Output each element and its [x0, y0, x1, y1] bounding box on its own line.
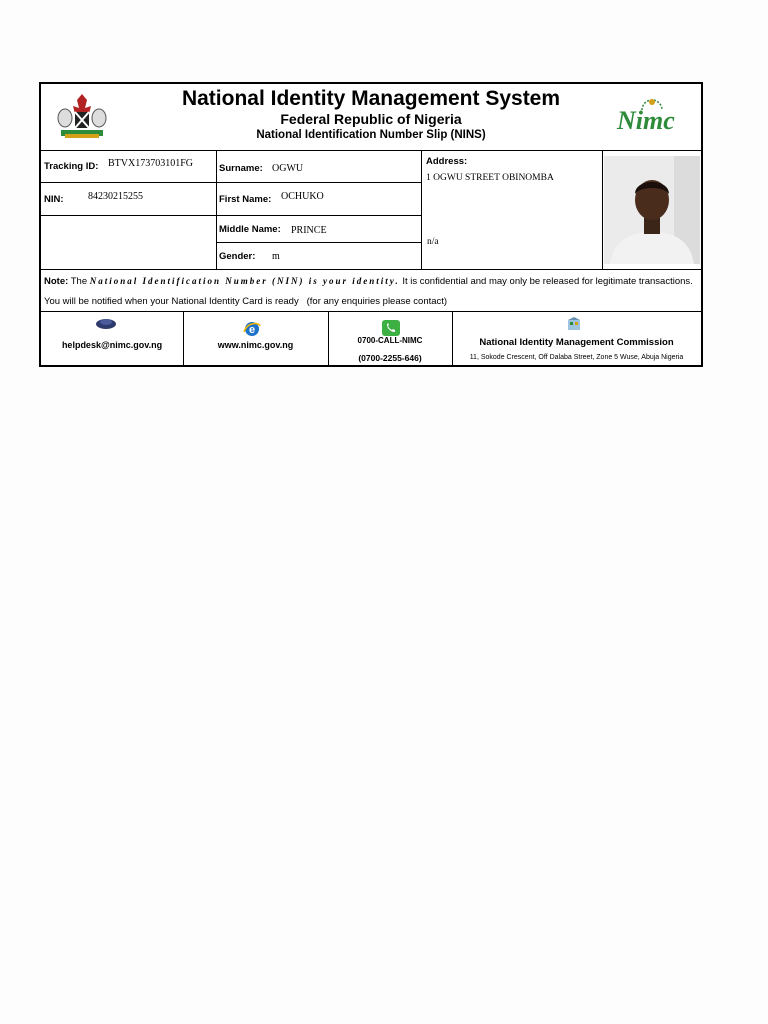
email-icon — [95, 317, 117, 329]
first-name-value: OCHUKO — [281, 191, 324, 202]
photo — [604, 156, 700, 264]
nin-slip — [39, 82, 703, 367]
note-prefix: The — [70, 276, 88, 287]
slip-title: National Identification Number Slip (NINS) — [256, 129, 486, 141]
surname-value: OGWU — [272, 163, 304, 174]
org-address: 11, Sokode Crescent, Off Dalaba Street, Zone 5 Wuse, Abuja Nigeria — [469, 354, 684, 361]
email-link[interactable]: helpdesk@nimc.gov.ng — [61, 340, 163, 350]
page-title: National Identity Management System — [181, 87, 561, 110]
org-name: National Identity Management Commission — [479, 337, 674, 348]
tracking-id-value: BTVX173703101FG — [108, 158, 194, 169]
phone-icon — [382, 320, 400, 336]
internet-explorer-icon — [243, 320, 261, 338]
tracking-id-label: Tracking ID: — [44, 161, 99, 172]
nin-value: 84230215255 — [88, 191, 143, 202]
gender-value: m — [272, 251, 280, 262]
website-link[interactable]: www.nimc.gov.ng — [217, 340, 294, 350]
phone-link[interactable]: 0700-CALL-NIMC — [357, 336, 423, 345]
nimc-logo — [615, 94, 685, 138]
note-line-1 — [44, 276, 693, 287]
phone-number: (0700-2255-646) — [358, 353, 422, 363]
building-icon — [567, 317, 581, 330]
address-label: Address: — [426, 156, 468, 167]
middle-name-value: PRINCE — [291, 225, 327, 236]
page-subtitle: Federal Republic of Nigeria — [280, 111, 462, 127]
address-value: 1 OGWU STREET OBINOMBA — [426, 173, 554, 183]
note-emphasis: National Identification Number (NIN) is your identity. — [89, 276, 400, 286]
note-label: Note: — [44, 276, 69, 287]
nimc-logo-text: Nimc — [617, 106, 675, 135]
note-suffix: It is confidential and may only be released for legitimate transactions. — [402, 276, 693, 287]
note-line-2: You will be notified when your National Identity Card is ready (for any enquiries please contact) — [44, 296, 448, 307]
middle-name-label: Middle Name: — [219, 224, 281, 235]
address-extra: n/a — [427, 237, 439, 247]
svg-text:e: e — [248, 324, 256, 336]
gender-label: Gender: — [219, 251, 256, 262]
first-name-label: First Name: — [219, 194, 272, 205]
nin-label: NIN: — [44, 194, 64, 205]
surname-label: Surname: — [219, 163, 263, 174]
